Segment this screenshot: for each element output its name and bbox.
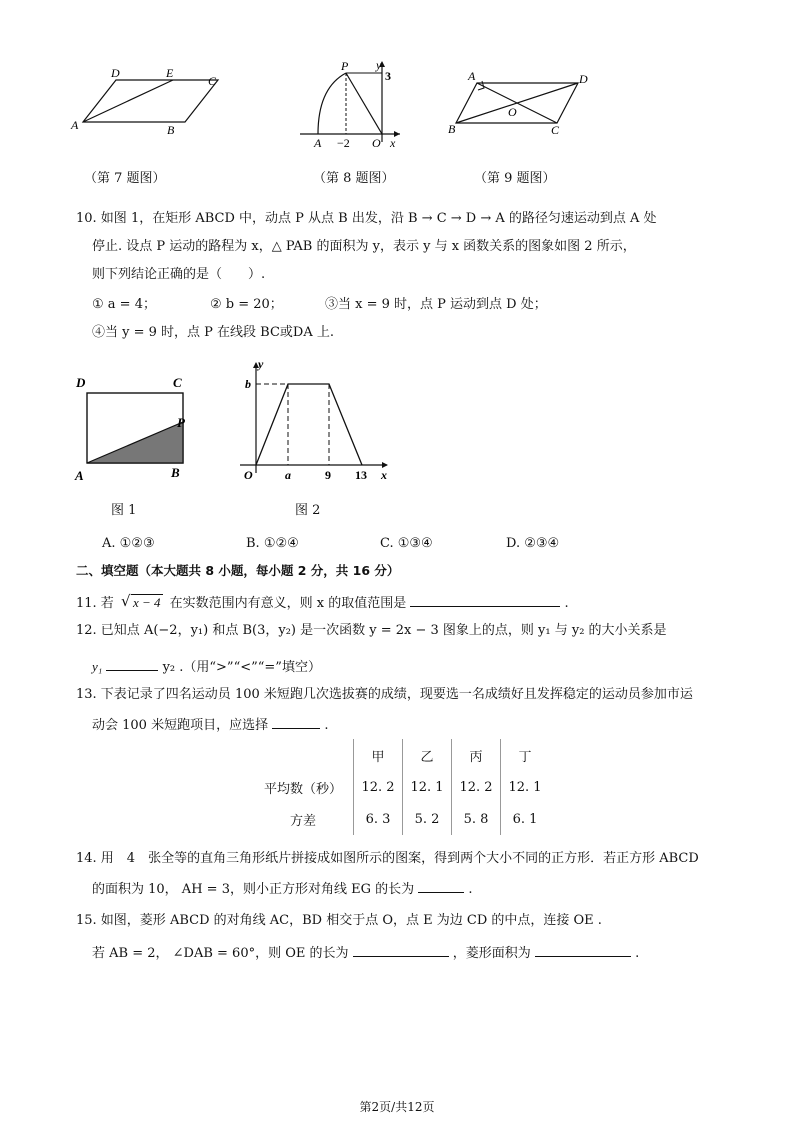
q14-answer-blank[interactable] xyxy=(418,878,464,893)
table-cell: 方差 xyxy=(289,813,316,829)
q15-line-2-a: 若 AB = 2， ∠DAB = 60°，则 OE 的长为 xyxy=(92,946,349,961)
q12-line-1: 12. 已知点 A(−2，y₁) 和点 B(3，y₂) 是一次函数 y = 2x − 3 图象上的点，则 y₁ 与 y₂ 的大小关系是 xyxy=(76,623,667,638)
fig8-arc xyxy=(318,73,346,134)
q15-area-answer-blank[interactable] xyxy=(535,942,631,957)
fig8-caption: （第 8 题图） xyxy=(313,171,395,186)
q10-statement-1: ① a = 4； xyxy=(92,297,156,312)
q13-end: . xyxy=(324,718,329,733)
fig2-label-13: 13 xyxy=(355,468,367,482)
fig8-label-o: O xyxy=(372,136,381,150)
table-cell: 6. 3 xyxy=(354,803,403,835)
table-cell: 12. 2 xyxy=(452,771,501,803)
table-header-cell: 丙 xyxy=(452,739,501,771)
section-2-title: 二、填空题（本大题共 8 小题，每小题 2 分，共 16 分） xyxy=(76,563,400,578)
q15-oe-answer-blank[interactable] xyxy=(353,942,449,957)
q10-figure-2 xyxy=(235,355,395,485)
q11-end: . xyxy=(564,596,569,611)
fig2-label-x: x xyxy=(381,468,387,482)
fig7-label-b: B xyxy=(167,123,175,137)
q10-choice-d[interactable]: D. ②③④ xyxy=(506,536,560,551)
q12-line-2-after: y₂ .（用“>”“<”“=”填空） xyxy=(162,660,321,675)
fig2-label-o: O xyxy=(244,468,253,482)
fig1-shaded-triangle xyxy=(87,422,183,463)
table-header-cell: 乙 xyxy=(403,739,452,771)
fig2-caption: 图 2 xyxy=(295,503,321,518)
fig7-label-d: D xyxy=(111,66,120,80)
table-row xyxy=(253,771,549,803)
fig1-label-c: C xyxy=(173,375,182,390)
table-cell: 12. 1 xyxy=(501,771,550,803)
fig8-label-y: y xyxy=(376,58,382,72)
fig9-label-b: B xyxy=(448,122,456,136)
fig1-label-a: A xyxy=(75,468,84,483)
q13-line-1: 13. 下表记录了四名运动员 100 米短跑几次选拔赛的成绩，现要选一名成绩好且发挥稳定的运动员参加市运 xyxy=(76,687,693,702)
fig8-label-neg2: −2 xyxy=(337,136,350,150)
table-header-cell: 甲 xyxy=(354,739,403,771)
q10-statement-3: ③当 x = 9 时，点 P 运动到点 D 处； xyxy=(325,297,547,312)
fig1-label-d: D xyxy=(76,375,86,390)
q10-choice-c[interactable]: C. ①③④ xyxy=(380,536,433,551)
q13-line-2-text: 动会 100 米短跑项目，应选择 xyxy=(92,718,269,733)
q14-end: . xyxy=(468,882,473,897)
q15-line-2 xyxy=(92,942,639,963)
radical-icon: √ xyxy=(120,592,131,610)
q15-end: . xyxy=(635,946,640,961)
fig8-label-p: P xyxy=(341,59,349,73)
q10-choice-b[interactable]: B. ①②④ xyxy=(246,536,299,551)
q10-line-2: 停止. 设点 P 运动的路程为 x，△ PAB 的面积为 y，表示 y 与 x 函数关系的图象如图 2 所示， xyxy=(92,239,636,254)
fig2-graph-line xyxy=(256,384,362,465)
q14-line-2-text: 的面积为 10， AH = 3，则小正方形对角线 EG 的长为 xyxy=(92,882,415,897)
fig2-label-y: y xyxy=(258,357,264,371)
q10-line-3: 则下列结论正确的是（ ）. xyxy=(92,267,266,282)
q14-line-1: 14. 用 4 张全等的直角三角形纸片拼接成如图所示的图案，得到两个大小不同的正方形．若正方形 ABCD xyxy=(76,851,699,866)
q11 xyxy=(76,592,569,613)
fig2-label-a: a xyxy=(285,468,291,482)
table-row xyxy=(253,803,549,835)
table-header-row xyxy=(253,739,549,771)
fig1-label-b: B xyxy=(171,465,180,480)
q15-line-2-b: ，菱形面积为 xyxy=(452,946,531,961)
table-cell: 6. 1 xyxy=(501,803,550,835)
table-cell: 5. 8 xyxy=(452,803,501,835)
q11-answer-blank[interactable] xyxy=(410,592,560,607)
fig7-segment-ae xyxy=(83,80,173,122)
fig9-label-c: C xyxy=(551,123,560,137)
q11-sqrt xyxy=(121,594,163,613)
fig7-label-a: A xyxy=(71,118,79,132)
q10-choice-a[interactable]: A. ①②③ xyxy=(102,536,155,551)
q13-answer-blank[interactable] xyxy=(272,714,320,729)
q12-line-2 xyxy=(92,656,321,677)
fig8-label-x: x xyxy=(390,136,396,150)
fig9-caption: （第 9 题图） xyxy=(474,171,556,186)
q11-after: 在实数范围内有意义，则 x 的取值范围是 xyxy=(169,596,407,611)
fig9-label-a: A xyxy=(468,69,476,83)
figure-7 xyxy=(68,66,228,140)
fig8-label-a: A xyxy=(314,136,322,150)
figure-9 xyxy=(445,68,595,140)
table-cell: 平均数（秒） xyxy=(263,781,342,797)
q10-statement-2: ② b = 20； xyxy=(210,297,283,312)
page-footer: 第2页/共12页 xyxy=(359,1100,435,1114)
q15-line-1: 15. 如图，菱形 ABCD 的对角线 AC，BD 相交于点 O，点 E 为边 CD 的中点，连接 OE . xyxy=(76,913,602,928)
fig9-label-o: O xyxy=(508,105,517,119)
table-header-cell: 丁 xyxy=(501,739,550,771)
q11-before: 11. 若 xyxy=(76,596,114,611)
fig9-label-d: D xyxy=(579,72,588,86)
fig7-label-c: C xyxy=(208,74,217,88)
fig1-label-p: P xyxy=(177,415,185,430)
q12-answer-blank[interactable] xyxy=(106,656,158,671)
figure-8 xyxy=(296,58,406,152)
fig2-label-b: b xyxy=(245,377,251,391)
q11-radicand: x − 4 xyxy=(132,595,161,610)
fig7-parallelogram xyxy=(83,80,218,122)
q13-line-2 xyxy=(92,714,329,735)
fig7-label-e: E xyxy=(166,66,174,80)
fig1-caption: 图 1 xyxy=(111,503,137,518)
q13-score-table xyxy=(253,739,549,835)
table-cell: 12. 1 xyxy=(403,771,452,803)
fig2-label-9: 9 xyxy=(325,468,331,482)
fig8-segment-p-x xyxy=(346,73,382,134)
q10-line-1: 10. 如图 1，在矩形 ABCD 中，动点 P 从点 B 出发，沿 B → C → D → A 的路径匀速运动到点 A 处 xyxy=(76,211,657,226)
q14-line-2 xyxy=(92,878,473,899)
fig7-caption: （第 7 题图） xyxy=(84,171,166,186)
table-header-cell xyxy=(253,739,354,771)
q12-y1: y₁ xyxy=(92,659,103,674)
fig8-label-3: 3 xyxy=(385,69,391,83)
table-cell: 5. 2 xyxy=(403,803,452,835)
table-cell: 12. 2 xyxy=(354,771,403,803)
q10-figure-1 xyxy=(70,370,200,485)
q10-statement-4: ④当 y = 9 时，点 P 在线段 BC或DA 上. xyxy=(92,325,334,340)
